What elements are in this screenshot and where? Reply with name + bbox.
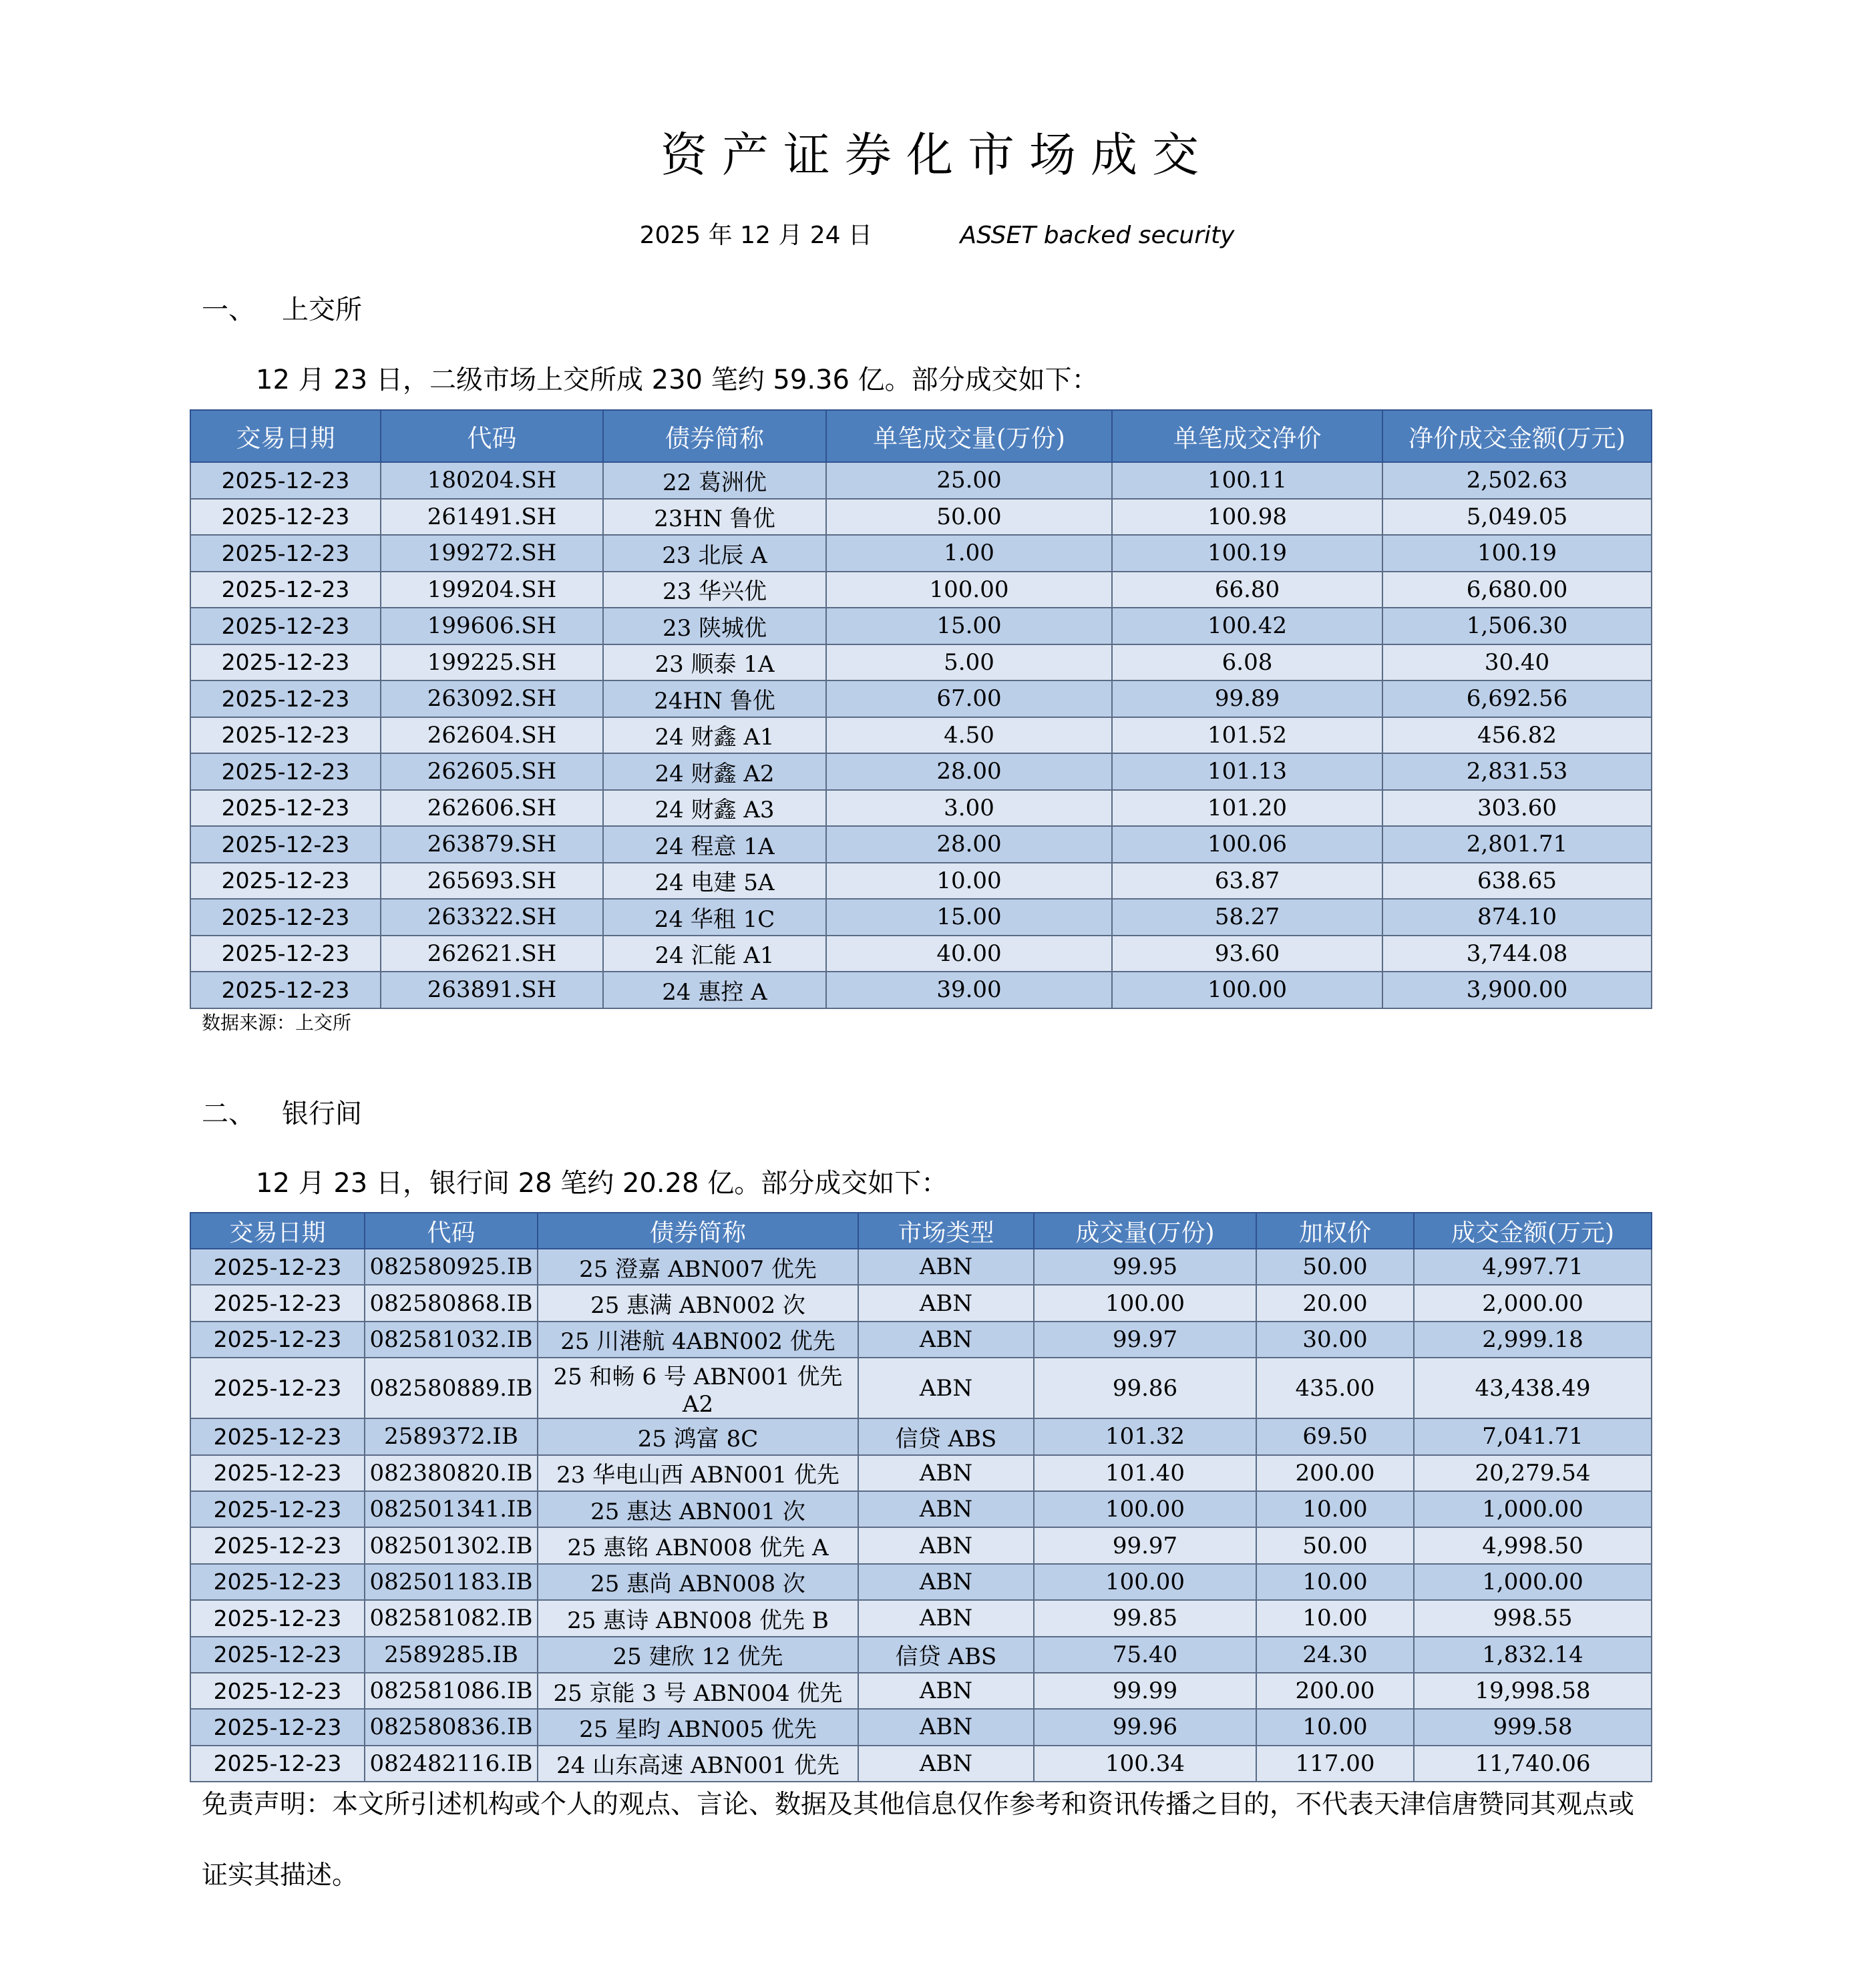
cell-weighted-price: 117.00 bbox=[1256, 1746, 1414, 1782]
cell-trade-date: 2025-12-23 bbox=[190, 1746, 365, 1782]
cell-net-price: 100.06 bbox=[1112, 826, 1382, 863]
cell-bond-name: 24HN 鲁优 bbox=[603, 680, 826, 717]
cell-amount: 2,801.71 bbox=[1382, 826, 1652, 863]
cell-code: 082580868.IB bbox=[365, 1285, 538, 1321]
cell-amount: 43,438.49 bbox=[1414, 1358, 1652, 1418]
cell-market-type: ABN bbox=[858, 1709, 1034, 1745]
data-source-note: 数据来源：上交所 bbox=[202, 1012, 352, 1034]
cell-market-type: ABN bbox=[858, 1358, 1034, 1418]
cell-amount: 7,041.71 bbox=[1414, 1418, 1652, 1454]
table-row bbox=[190, 1491, 1652, 1527]
column-header-amount: 成交金额(万元) bbox=[1414, 1213, 1652, 1249]
cell-market-type: ABN bbox=[858, 1600, 1034, 1636]
cell-trade-date: 2025-12-23 bbox=[190, 644, 381, 681]
cell-bond-name: 24 程意 1A bbox=[603, 826, 826, 863]
cell-bond-name: 22 葛洲优 bbox=[603, 462, 826, 499]
table-row bbox=[190, 826, 1652, 863]
cell-bond-name: 23HN 鲁优 bbox=[603, 499, 826, 536]
cell-weighted-price: 30.00 bbox=[1256, 1322, 1414, 1358]
cell-weighted-price: 24.30 bbox=[1256, 1637, 1414, 1673]
cell-trade-date: 2025-12-23 bbox=[190, 1527, 365, 1563]
cell-code: 199204.SH bbox=[381, 572, 603, 608]
cell-trade-date: 2025-12-23 bbox=[190, 899, 381, 936]
cell-amount: 6,680.00 bbox=[1382, 572, 1652, 608]
cell-bond-name: 24 电建 5A bbox=[603, 863, 826, 900]
cell-net-price: 100.98 bbox=[1112, 499, 1382, 536]
cell-trade-date: 2025-12-23 bbox=[190, 1564, 365, 1600]
column-header-weighted-price: 加权价 bbox=[1256, 1213, 1414, 1249]
cell-trade-date: 2025-12-23 bbox=[190, 1322, 365, 1358]
cell-code: 262606.SH bbox=[381, 790, 603, 827]
cell-amount: 4,998.50 bbox=[1414, 1527, 1652, 1563]
cell-amount: 1,832.14 bbox=[1414, 1637, 1652, 1673]
cell-volume: 4.50 bbox=[826, 717, 1112, 754]
table-row bbox=[190, 572, 1652, 608]
cell-amount: 4,997.71 bbox=[1414, 1249, 1652, 1285]
cell-market-type: ABN bbox=[858, 1322, 1034, 1358]
cell-trade-date: 2025-12-23 bbox=[190, 608, 381, 644]
cell-trade-date: 2025-12-23 bbox=[190, 572, 381, 608]
cell-trade-date: 2025-12-23 bbox=[190, 1491, 365, 1527]
cell-amount: 19,998.58 bbox=[1414, 1673, 1652, 1709]
table-row bbox=[190, 1673, 1652, 1709]
cell-weighted-price: 20.00 bbox=[1256, 1285, 1414, 1321]
cell-volume: 39.00 bbox=[826, 972, 1112, 1008]
table-row bbox=[190, 1249, 1652, 1285]
cell-code: 180204.SH bbox=[381, 462, 603, 499]
cell-bond-name: 25 和畅 6 号 ABN001 优先 A2 bbox=[538, 1358, 858, 1418]
column-header-bond-name: 债券简称 bbox=[603, 410, 826, 462]
cell-volume: 99.97 bbox=[1034, 1322, 1256, 1358]
cell-weighted-price: 10.00 bbox=[1256, 1600, 1414, 1636]
cell-market-type: 信贷 ABS bbox=[858, 1418, 1034, 1454]
cell-trade-date: 2025-12-23 bbox=[190, 499, 381, 536]
cell-amount: 999.58 bbox=[1414, 1709, 1652, 1745]
cell-bond-name: 24 财鑫 A3 bbox=[603, 790, 826, 827]
cell-trade-date: 2025-12-23 bbox=[190, 1285, 365, 1321]
cell-code: 082501302.IB bbox=[365, 1527, 538, 1563]
column-header-trade-date: 交易日期 bbox=[190, 410, 381, 462]
cell-code: 262605.SH bbox=[381, 753, 603, 790]
cell-amount: 1,000.00 bbox=[1414, 1491, 1652, 1527]
cell-code: 199272.SH bbox=[381, 535, 603, 572]
subtitle-english: ASSET backed security bbox=[960, 222, 1235, 249]
cell-volume: 28.00 bbox=[826, 826, 1112, 863]
cell-bond-name: 25 惠尚 ABN008 次 bbox=[538, 1564, 858, 1600]
cell-market-type: ABN bbox=[858, 1564, 1034, 1600]
cell-code: 2589372.IB bbox=[365, 1418, 538, 1454]
cell-net-price: 100.11 bbox=[1112, 462, 1382, 499]
column-header-volume: 成交量(万份) bbox=[1034, 1213, 1256, 1249]
report-date: 2025 年 12 月 24 日 bbox=[639, 222, 873, 249]
cell-amount: 874.10 bbox=[1382, 899, 1652, 936]
cell-volume: 101.40 bbox=[1034, 1455, 1256, 1491]
cell-volume: 100.00 bbox=[826, 572, 1112, 608]
cell-code: 199606.SH bbox=[381, 608, 603, 644]
table-row bbox=[190, 863, 1652, 900]
cell-volume: 100.34 bbox=[1034, 1746, 1256, 1782]
cell-trade-date: 2025-12-23 bbox=[190, 753, 381, 790]
column-header-bond-name: 债券简称 bbox=[538, 1213, 858, 1249]
cell-weighted-price: 50.00 bbox=[1256, 1249, 1414, 1285]
cell-volume: 101.32 bbox=[1034, 1418, 1256, 1454]
cell-net-price: 99.89 bbox=[1112, 680, 1382, 717]
cell-net-price: 63.87 bbox=[1112, 863, 1382, 900]
cell-volume: 50.00 bbox=[826, 499, 1112, 536]
cell-trade-date: 2025-12-23 bbox=[190, 1358, 365, 1418]
cell-amount: 11,740.06 bbox=[1414, 1746, 1652, 1782]
cell-market-type: ABN bbox=[858, 1249, 1034, 1285]
cell-weighted-price: 10.00 bbox=[1256, 1491, 1414, 1527]
column-header-market-type: 市场类型 bbox=[858, 1213, 1034, 1249]
cell-net-price: 100.19 bbox=[1112, 535, 1382, 572]
table-row bbox=[190, 790, 1652, 827]
table-row bbox=[190, 899, 1652, 936]
cell-volume: 100.00 bbox=[1034, 1564, 1256, 1600]
cell-trade-date: 2025-12-23 bbox=[190, 1600, 365, 1636]
cell-bond-name: 24 惠控 A bbox=[603, 972, 826, 1008]
cell-amount: 2,999.18 bbox=[1414, 1322, 1652, 1358]
table-row bbox=[190, 644, 1652, 681]
cell-volume: 100.00 bbox=[1034, 1491, 1256, 1527]
cell-code: 082380820.IB bbox=[365, 1455, 538, 1491]
cell-volume: 99.97 bbox=[1034, 1527, 1256, 1563]
cell-bond-name: 24 财鑫 A2 bbox=[603, 753, 826, 790]
cell-trade-date: 2025-12-23 bbox=[190, 863, 381, 900]
cell-net-price: 6.08 bbox=[1112, 644, 1382, 681]
cell-weighted-price: 10.00 bbox=[1256, 1564, 1414, 1600]
cell-amount: 998.55 bbox=[1414, 1600, 1652, 1636]
cell-code: 082501341.IB bbox=[365, 1491, 538, 1527]
cell-net-price: 66.80 bbox=[1112, 572, 1382, 608]
section-name: 上交所 bbox=[282, 294, 362, 325]
cell-net-price: 101.20 bbox=[1112, 790, 1382, 827]
cell-net-price: 93.60 bbox=[1112, 936, 1382, 972]
column-header-net-price: 单笔成交净价 bbox=[1112, 410, 1382, 462]
cell-trade-date: 2025-12-23 bbox=[190, 717, 381, 754]
cell-bond-name: 25 京能 3 号 ABN004 优先 bbox=[538, 1673, 858, 1709]
section-heading-interbank bbox=[202, 1092, 362, 1131]
table-row bbox=[190, 462, 1652, 499]
interbank-trades-table bbox=[190, 1212, 1652, 1782]
cell-volume: 99.99 bbox=[1034, 1673, 1256, 1709]
cell-amount: 100.19 bbox=[1382, 535, 1652, 572]
cell-trade-date: 2025-12-23 bbox=[190, 680, 381, 717]
section-number: 二、 bbox=[202, 1099, 255, 1129]
cell-net-price: 101.52 bbox=[1112, 717, 1382, 754]
cell-amount: 30.40 bbox=[1382, 644, 1652, 681]
cell-code: 262604.SH bbox=[381, 717, 603, 754]
cell-market-type: ABN bbox=[858, 1455, 1034, 1491]
cell-volume: 10.00 bbox=[826, 863, 1112, 900]
cell-bond-name: 25 惠诗 ABN008 优先 B bbox=[538, 1600, 858, 1636]
table-row bbox=[190, 1358, 1652, 1418]
disclaimer: 免责声明：本文所引述机构或个人的观点、言论、数据及其他信息仅作参考和资讯传播之目的，不代表天津信唐赞同其观点或证实其描述。 bbox=[202, 1790, 1635, 1891]
cell-market-type: 信贷 ABS bbox=[858, 1637, 1034, 1673]
cell-volume: 25.00 bbox=[826, 462, 1112, 499]
section-name: 银行间 bbox=[282, 1099, 362, 1129]
cell-bond-name: 24 山东高速 ABN001 优先 bbox=[538, 1746, 858, 1782]
cell-bond-name: 23 顺泰 1A bbox=[603, 644, 826, 681]
cell-code: 263322.SH bbox=[381, 899, 603, 936]
cell-volume: 5.00 bbox=[826, 644, 1112, 681]
cell-volume: 99.86 bbox=[1034, 1358, 1256, 1418]
cell-weighted-price: 10.00 bbox=[1256, 1709, 1414, 1745]
table-row bbox=[190, 1564, 1652, 1600]
cell-volume: 1.00 bbox=[826, 535, 1112, 572]
cell-bond-name: 25 建欣 12 优先 bbox=[538, 1637, 858, 1673]
cell-trade-date: 2025-12-23 bbox=[190, 1637, 365, 1673]
cell-code: 082581032.IB bbox=[365, 1322, 538, 1358]
table-row bbox=[190, 499, 1652, 536]
cell-trade-date: 2025-12-23 bbox=[190, 936, 381, 972]
cell-trade-date: 2025-12-23 bbox=[190, 826, 381, 863]
cell-code: 082580889.IB bbox=[365, 1358, 538, 1418]
cell-amount: 5,049.05 bbox=[1382, 499, 1652, 536]
table-row bbox=[190, 972, 1652, 1008]
cell-volume: 15.00 bbox=[826, 608, 1112, 644]
page-title: 资产证券化市场成交 bbox=[661, 128, 1213, 182]
cell-amount: 1,506.30 bbox=[1382, 608, 1652, 644]
cell-amount: 2,831.53 bbox=[1382, 753, 1652, 790]
column-header-code: 代码 bbox=[365, 1213, 538, 1249]
cell-weighted-price: 69.50 bbox=[1256, 1418, 1414, 1454]
cell-volume: 75.40 bbox=[1034, 1637, 1256, 1673]
column-header-amount: 净价成交金额(万元) bbox=[1382, 410, 1652, 462]
column-header-code: 代码 bbox=[381, 410, 603, 462]
cell-volume: 40.00 bbox=[826, 936, 1112, 972]
cell-weighted-price: 200.00 bbox=[1256, 1673, 1414, 1709]
cell-amount: 20,279.54 bbox=[1414, 1455, 1652, 1491]
table-row bbox=[190, 1709, 1652, 1745]
table-row bbox=[190, 1285, 1652, 1321]
section-intro-interbank: 12 月 23 日，银行间 28 笔约 20.28 亿。部分成交如下： bbox=[256, 1168, 948, 1199]
section-intro-sse: 12 月 23 日，二级市场上交所成 230 笔约 59.36 亿。部分成交如下： bbox=[256, 365, 1099, 395]
table-row bbox=[190, 535, 1652, 572]
cell-bond-name: 25 惠铭 ABN008 优先 A bbox=[538, 1527, 858, 1563]
cell-amount: 1,000.00 bbox=[1414, 1564, 1652, 1600]
table-row bbox=[190, 1600, 1652, 1636]
cell-bond-name: 24 汇能 A1 bbox=[603, 936, 826, 972]
table-row bbox=[190, 608, 1652, 644]
cell-bond-name: 24 财鑫 A1 bbox=[603, 717, 826, 754]
cell-code: 263891.SH bbox=[381, 972, 603, 1008]
cell-amount: 2,502.63 bbox=[1382, 462, 1652, 499]
cell-trade-date: 2025-12-23 bbox=[190, 462, 381, 499]
cell-amount: 3,900.00 bbox=[1382, 972, 1652, 1008]
table-row bbox=[190, 1455, 1652, 1491]
cell-volume: 15.00 bbox=[826, 899, 1112, 936]
table-header-row bbox=[190, 1213, 1652, 1249]
cell-code: 2589285.IB bbox=[365, 1637, 538, 1673]
table-row bbox=[190, 1418, 1652, 1454]
cell-amount: 3,744.08 bbox=[1382, 936, 1652, 972]
cell-bond-name: 23 华电山西 ABN001 优先 bbox=[538, 1455, 858, 1491]
cell-bond-name: 23 华兴优 bbox=[603, 572, 826, 608]
cell-bond-name: 24 华租 1C bbox=[603, 899, 826, 936]
cell-weighted-price: 50.00 bbox=[1256, 1527, 1414, 1563]
table-row bbox=[190, 1322, 1652, 1358]
cell-code: 261491.SH bbox=[381, 499, 603, 536]
cell-code: 265693.SH bbox=[381, 863, 603, 900]
table-row bbox=[190, 717, 1652, 754]
cell-market-type: ABN bbox=[858, 1746, 1034, 1782]
cell-volume: 3.00 bbox=[826, 790, 1112, 827]
cell-code: 199225.SH bbox=[381, 644, 603, 681]
cell-net-price: 100.42 bbox=[1112, 608, 1382, 644]
cell-volume: 28.00 bbox=[826, 753, 1112, 790]
cell-code: 082501183.IB bbox=[365, 1564, 538, 1600]
sse-trades-table bbox=[190, 409, 1652, 1009]
section-number: 一、 bbox=[202, 294, 255, 325]
cell-trade-date: 2025-12-23 bbox=[190, 1249, 365, 1285]
cell-trade-date: 2025-12-23 bbox=[190, 1455, 365, 1491]
cell-trade-date: 2025-12-23 bbox=[190, 535, 381, 572]
cell-amount: 303.60 bbox=[1382, 790, 1652, 827]
cell-volume: 99.95 bbox=[1034, 1249, 1256, 1285]
cell-code: 263879.SH bbox=[381, 826, 603, 863]
table-row bbox=[190, 1637, 1652, 1673]
table-row bbox=[190, 1527, 1652, 1563]
cell-net-price: 58.27 bbox=[1112, 899, 1382, 936]
table-row bbox=[190, 936, 1652, 972]
cell-trade-date: 2025-12-23 bbox=[190, 790, 381, 827]
cell-bond-name: 23 北辰 A bbox=[603, 535, 826, 572]
cell-volume: 99.85 bbox=[1034, 1600, 1256, 1636]
table-row bbox=[190, 753, 1652, 790]
section-heading-sse bbox=[202, 288, 362, 327]
cell-market-type: ABN bbox=[858, 1673, 1034, 1709]
cell-amount: 638.65 bbox=[1382, 863, 1652, 900]
cell-bond-name: 25 澄嘉 ABN007 优先 bbox=[538, 1249, 858, 1285]
cell-code: 262621.SH bbox=[381, 936, 603, 972]
cell-code: 263092.SH bbox=[381, 680, 603, 717]
cell-amount: 456.82 bbox=[1382, 717, 1652, 754]
cell-amount: 6,692.56 bbox=[1382, 680, 1652, 717]
cell-volume: 67.00 bbox=[826, 680, 1112, 717]
cell-amount: 2,000.00 bbox=[1414, 1285, 1652, 1321]
cell-code: 082482116.IB bbox=[365, 1746, 538, 1782]
column-header-trade-date: 交易日期 bbox=[190, 1213, 365, 1249]
table-header-row bbox=[190, 410, 1652, 462]
cell-weighted-price: 435.00 bbox=[1256, 1358, 1414, 1418]
cell-trade-date: 2025-12-23 bbox=[190, 972, 381, 1008]
cell-code: 082581082.IB bbox=[365, 1600, 538, 1636]
cell-code: 082580925.IB bbox=[365, 1249, 538, 1285]
cell-bond-name: 23 陕城优 bbox=[603, 608, 826, 644]
cell-trade-date: 2025-12-23 bbox=[190, 1418, 365, 1454]
cell-market-type: ABN bbox=[858, 1491, 1034, 1527]
table-row bbox=[190, 680, 1652, 717]
cell-bond-name: 25 惠达 ABN001 次 bbox=[538, 1491, 858, 1527]
column-header-volume: 单笔成交量(万份) bbox=[826, 410, 1112, 462]
cell-market-type: ABN bbox=[858, 1285, 1034, 1321]
cell-bond-name: 25 川港航 4ABN002 优先 bbox=[538, 1322, 858, 1358]
cell-weighted-price: 200.00 bbox=[1256, 1455, 1414, 1491]
subtitle-line bbox=[0, 216, 1874, 250]
cell-trade-date: 2025-12-23 bbox=[190, 1709, 365, 1745]
cell-net-price: 100.00 bbox=[1112, 972, 1382, 1008]
cell-code: 082581086.IB bbox=[365, 1673, 538, 1709]
cell-market-type: ABN bbox=[858, 1527, 1034, 1563]
cell-trade-date: 2025-12-23 bbox=[190, 1673, 365, 1709]
cell-volume: 99.96 bbox=[1034, 1709, 1256, 1745]
cell-bond-name: 25 惠满 ABN002 次 bbox=[538, 1285, 858, 1321]
cell-net-price: 101.13 bbox=[1112, 753, 1382, 790]
cell-bond-name: 25 鸿富 8C bbox=[538, 1418, 858, 1454]
cell-volume: 100.00 bbox=[1034, 1285, 1256, 1321]
cell-code: 082580836.IB bbox=[365, 1709, 538, 1745]
cell-bond-name: 25 星昀 ABN005 优先 bbox=[538, 1709, 858, 1745]
